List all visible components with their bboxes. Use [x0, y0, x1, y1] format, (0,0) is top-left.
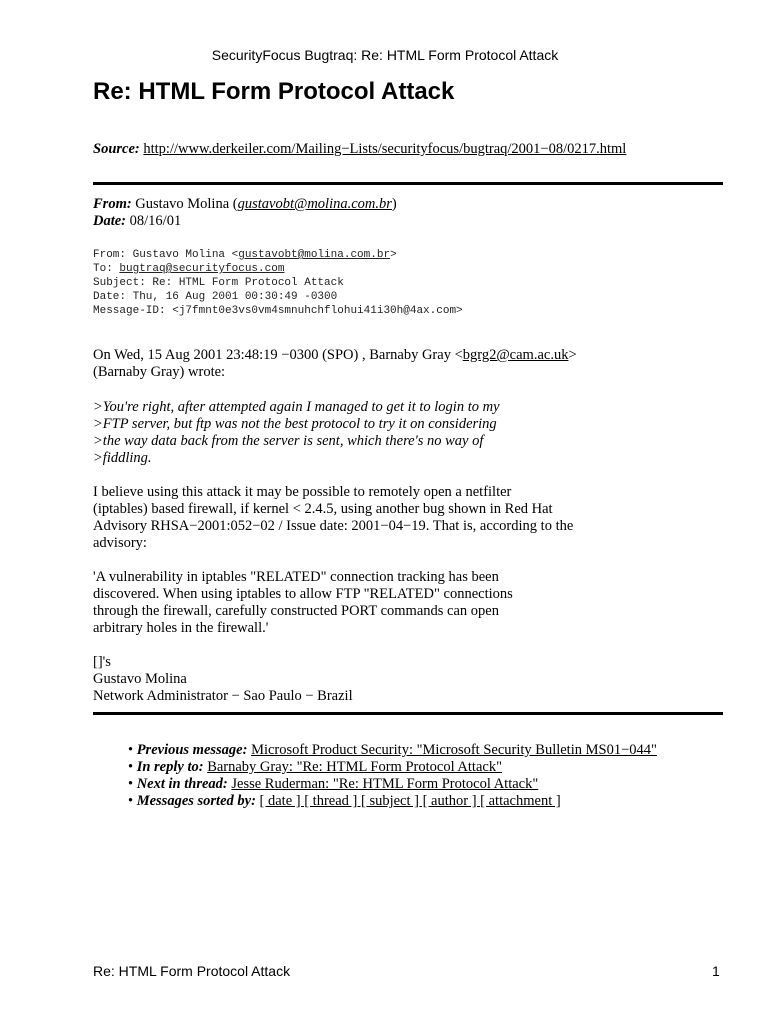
quoted-text [93, 399, 653, 467]
source-label: Source: [93, 141, 140, 157]
signature-line: []'s [93, 654, 111, 670]
body-paragraph [93, 484, 653, 552]
next-in-thread-link[interactable]: Jesse Ruderman: "Re: HTML Form Protocol Attack" [231, 776, 539, 792]
bullet-icon: • [128, 776, 134, 792]
quote-line: >FTP server, but ftp was not the best protocol to try it on considering [93, 416, 497, 432]
advisory-line: through the firewall, carefully constructed PORT commands can open [93, 603, 499, 619]
source-line [93, 141, 626, 158]
advisory-line: 'A vulnerability in iptables "RELATED" connection tracking has been [93, 569, 499, 585]
signature-line: Gustavo Molina [93, 671, 187, 687]
header-to-email-link[interactable]: bugtraq@securityfocus.com [119, 263, 285, 275]
in-reply-to-link[interactable]: Barnaby Gray: "Re: HTML Form Protocol Attack" [207, 759, 502, 775]
quote-line: >You're right, after attempted again I managed to get it to login to my [93, 399, 500, 415]
signature [93, 654, 653, 705]
previous-message-link[interactable]: Microsoft Product Security: "Microsoft Security Bulletin MS01−044" [251, 742, 657, 758]
bottom-divider [93, 712, 723, 715]
quote-line: >fiddling. [93, 450, 152, 466]
intro-paragraph [93, 347, 653, 381]
body-line: Advisory RHSA−2001:052−02 / Issue date: 2001−04−19. That is, according to the [93, 518, 574, 534]
body-line: advisory: [93, 535, 147, 551]
nav-reply-label: In reply to: [136, 759, 204, 775]
header-from: From: Gustavo Molina <gustavobt@molina.com.br> [93, 249, 397, 261]
intro-email-link[interactable]: bgrg2@cam.ac.uk [462, 347, 569, 363]
date-line [93, 213, 181, 230]
header-subject: Subject: Re: HTML Form Protocol Attack [93, 277, 344, 289]
page-title: Re: HTML Form Protocol Attack [93, 78, 455, 105]
from-email-link[interactable]: gustavobt@molina.com.br [237, 196, 392, 212]
source-url-link[interactable]: http://www.derkeiler.com/Mailing−Lists/securityfocus/bugtraq/2001−08/0217.html [143, 141, 627, 157]
advisory-line: discovered. When using iptables to allow FTP "RELATED" connections [93, 586, 513, 602]
nav-next-label: Next in thread: [136, 776, 228, 792]
page-number: 1 [712, 963, 720, 979]
email-headers [93, 248, 463, 318]
header-date: Date: Thu, 16 Aug 2001 00:30:49 -0300 [93, 291, 338, 303]
nav-previous-label: Previous message: [136, 742, 248, 758]
advisory-line: arbitrary holes in the firewall.' [93, 620, 269, 636]
nav-previous [128, 742, 657, 759]
header-from-email-link[interactable]: gustavobt@molina.com.br [238, 249, 391, 261]
nav-next [128, 776, 657, 793]
header-to: To: bugtraq@securityfocus.com [93, 263, 285, 275]
nav-sorted [128, 793, 657, 810]
nav-reply [128, 759, 657, 776]
bullet-icon: • [128, 759, 134, 775]
signature-line: Network Administrator − Sao Paulo − Brazil [93, 688, 353, 704]
sort-links[interactable]: [ date ] [ thread ] [ subject ] [ author ] [ attachment ] [259, 793, 561, 809]
intro-line-2: (Barnaby Gray) wrote: [93, 364, 226, 380]
nav-sorted-label: Messages sorted by: [136, 793, 256, 809]
date-value: 08/16/01 [129, 213, 182, 229]
footer-title: Re: HTML Form Protocol Attack [93, 963, 291, 979]
message-navigation [128, 742, 657, 810]
intro-line-1: On Wed, 15 Aug 2001 23:48:19 −0300 (SPO) , Barnaby Gray <bgrg2@cam.ac.uk> [93, 347, 577, 363]
bullet-icon: • [128, 742, 134, 758]
body-line: I believe using this attack it may be possible to remotely open a netfilter [93, 484, 512, 500]
quote-line: >the way data back from the server is sent, which there's no way of [93, 433, 484, 449]
body-line: (iptables) based firewall, if kernel < 2.4.5, using another bug shown in Red Hat [93, 501, 553, 517]
from-line: From: Gustavo Molina (gustavobt@molina.com.br) [93, 196, 397, 212]
top-divider [93, 182, 723, 185]
header-message-id: Message-ID: <j7fmnt0e3vs0vm4smnuhchflohui41i30h@4ax.com> [93, 305, 463, 317]
date-label: Date: [93, 213, 127, 229]
from-label: From: [93, 196, 132, 212]
running-header: SecurityFocus Bugtraq: Re: HTML Form Protocol Attack [211, 47, 559, 63]
advisory-quote [93, 569, 653, 637]
from-name: Gustavo Molina [135, 196, 230, 212]
bullet-icon: • [128, 793, 134, 809]
